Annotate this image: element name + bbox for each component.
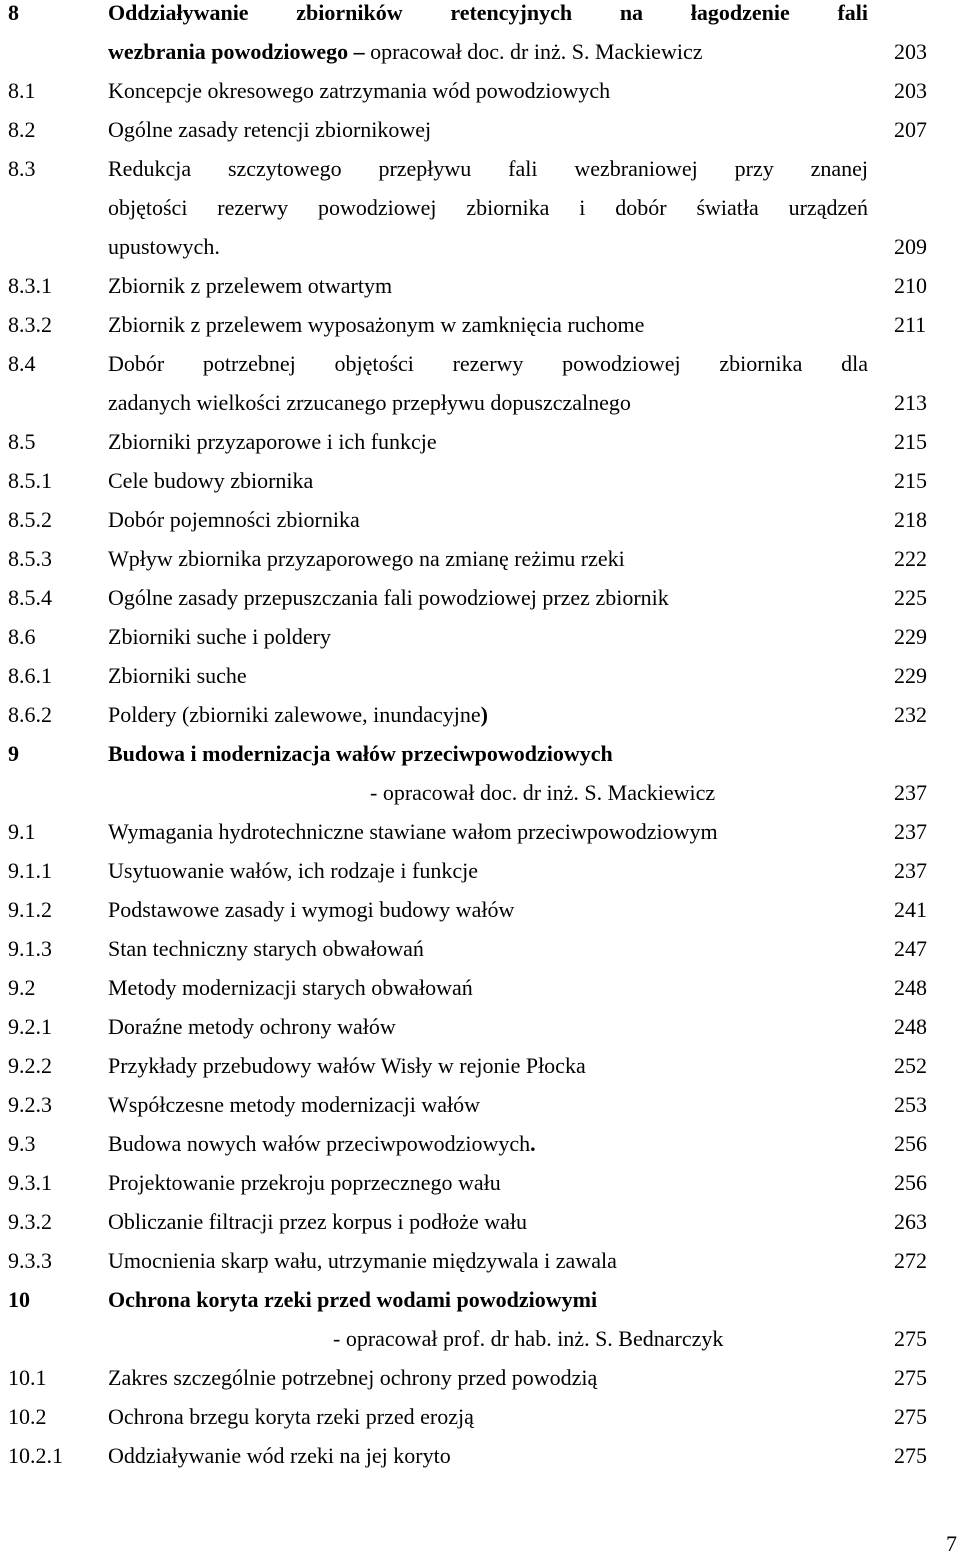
toc-number: 9.2.1 <box>8 1014 52 1039</box>
toc-entry-cont <box>0 383 960 422</box>
toc-number: 8.6.2 <box>8 702 52 727</box>
toc-page: 237 <box>894 819 927 844</box>
toc-title: Zbiorniki suche <box>108 663 247 688</box>
toc-entry <box>0 1241 960 1280</box>
toc-title: Usytuowanie wałów, ich rodzaje i funkcje <box>108 858 479 883</box>
toc-title: Ogólne zasady retencji zbiornikowej <box>108 117 432 142</box>
toc-number: 9.3 <box>8 1131 36 1156</box>
toc-page: 256 <box>894 1131 927 1156</box>
toc-entry <box>0 500 960 539</box>
toc-title: Ogólne zasady przepuszczania fali powodziowej przez zbiornik <box>108 585 669 610</box>
toc-chapter-9-author <box>0 773 960 812</box>
toc-author: - opracował prof. dr hab. inż. S. Bednarczyk <box>333 1326 724 1351</box>
toc-page: 203 <box>894 78 927 103</box>
page-number: 7 <box>946 1531 957 1556</box>
toc-entry <box>0 851 960 890</box>
toc-title: Budowa nowych wałów przeciwpowodziowych. <box>108 1131 536 1156</box>
toc-chapter-9 <box>0 734 960 773</box>
toc-entry <box>0 344 960 383</box>
toc-number: 8.5.2 <box>8 507 52 532</box>
toc-entry <box>0 266 960 305</box>
toc-title: Przykłady przebudowy wałów Wisły w rejonie Płocka <box>108 1053 586 1078</box>
toc-title: Oddziaływanie wód rzeki na jej koryto <box>108 1443 451 1468</box>
toc-number: 10 <box>8 1287 30 1312</box>
toc-title: Wpływ zbiornika przyzaporowego na zmianę reżimu rzeki <box>108 546 625 571</box>
toc-page: 210 <box>894 273 927 298</box>
toc-page: 215 <box>894 468 927 493</box>
toc-title: Projektowanie przekroju poprzecznego wału <box>108 1170 501 1195</box>
toc-title: Dobór pojemności zbiornika <box>108 507 360 532</box>
toc-page: 263 <box>894 1209 927 1234</box>
toc-title: Dobór potrzebnej objętości rezerwy powodziowej zbiornika dla <box>108 351 868 376</box>
toc-number: 8.1 <box>8 78 36 103</box>
toc-title: Budowa i modernizacja wałów przeciwpowodziowych <box>108 741 613 766</box>
toc-number: 10.2 <box>8 1404 47 1429</box>
toc-number: 9.2.3 <box>8 1092 52 1117</box>
toc-entry <box>0 305 960 344</box>
toc-entry <box>0 539 960 578</box>
toc-page: 229 <box>894 624 927 649</box>
toc-entry <box>0 656 960 695</box>
toc-entry <box>0 1202 960 1241</box>
toc-entry <box>0 1358 960 1397</box>
toc-chapter-10 <box>0 1280 960 1319</box>
toc-title: Poldery (zbiorniki zalewowe, inundacyjne) <box>108 702 488 727</box>
toc-page: 253 <box>894 1092 927 1117</box>
toc-page: 237 <box>894 780 927 805</box>
toc-number: 9.1.1 <box>8 858 52 883</box>
toc-number: 9.3.1 <box>8 1170 52 1195</box>
toc-entry <box>0 968 960 1007</box>
toc-page: 213 <box>894 390 927 415</box>
toc-page: 207 <box>894 117 927 142</box>
toc-number: 8.5.4 <box>8 585 52 610</box>
toc-title: Podstawowe zasady i wymogi budowy wałów <box>108 897 515 922</box>
toc-title-cont: zadanych wielkości zrzucanego przepływu dopuszczalnego <box>108 390 631 415</box>
toc-number: 8.4 <box>8 351 36 376</box>
toc-title-cont: wezbrania powodziowego – opracował doc. dr inż. S. Mackiewicz <box>108 39 703 64</box>
toc-number: 9.3.2 <box>8 1209 52 1234</box>
toc-page: 225 <box>894 585 927 610</box>
toc-title: Wymagania hydrotechniczne stawiane wałom przeciwpowodziowym <box>108 819 718 844</box>
toc-title-cont: objętości rezerwy powodziowej zbiornika i dobór światła urządzeń <box>108 195 868 220</box>
toc-number: 8.2 <box>8 117 36 142</box>
toc-entry <box>0 1436 960 1475</box>
toc-title-cont: upustowych. <box>108 234 220 259</box>
toc-title: Oddziaływanie zbiorników retencyjnych na łagodzenie fali <box>108 0 868 25</box>
toc-entry <box>0 461 960 500</box>
toc-title: Zbiornik z przelewem otwartym <box>108 273 393 298</box>
toc-chapter-8 <box>0 0 960 32</box>
toc-page: 252 <box>894 1053 927 1078</box>
toc-title: Zbiornik z przelewem wyposażonym w zamknięcia ruchome <box>108 312 645 337</box>
toc-entry-cont <box>0 227 960 266</box>
toc-number: 9.1.2 <box>8 897 52 922</box>
toc-page: 218 <box>894 507 927 532</box>
toc-title: Stan techniczny starych obwałowań <box>108 936 424 961</box>
toc-title: Doraźne metody ochrony wałów <box>108 1014 396 1039</box>
toc-chapter-8-cont <box>0 32 960 71</box>
toc-entry <box>0 1085 960 1124</box>
toc-page: 241 <box>894 897 927 922</box>
toc-page: 209 <box>894 234 927 259</box>
toc-title: Redukcja szczytowego przepływu fali wezbraniowej przy znanej <box>108 156 868 181</box>
toc-entry <box>0 1163 960 1202</box>
toc-title: Koncepcje okresowego zatrzymania wód powodziowych <box>108 78 611 103</box>
toc-number: 8 <box>8 0 19 25</box>
toc-title: Metody modernizacji starych obwałowań <box>108 975 473 1000</box>
toc-page: 248 <box>894 975 927 1000</box>
toc-page: 203 <box>894 39 927 64</box>
toc-entry <box>0 149 960 188</box>
toc-page: 232 <box>894 702 927 727</box>
toc-page: 275 <box>894 1326 927 1351</box>
toc-title: Ochrona koryta rzeki przed wodami powodziowymi <box>108 1287 598 1312</box>
toc-number: 8.3.1 <box>8 273 52 298</box>
toc-page: 275 <box>894 1443 927 1468</box>
toc-page: 237 <box>894 858 927 883</box>
toc-entry-cont <box>0 188 960 227</box>
toc-page: 222 <box>894 546 927 571</box>
toc-entry <box>0 1007 960 1046</box>
toc-number: 9.1.3 <box>8 936 52 961</box>
toc-page: 248 <box>894 1014 927 1039</box>
toc-number: 9.3.3 <box>8 1248 52 1273</box>
toc-number: 10.2.1 <box>8 1443 63 1468</box>
toc-page: 256 <box>894 1170 927 1195</box>
toc-page: 275 <box>894 1404 927 1429</box>
toc-entry <box>0 71 960 110</box>
toc-entry <box>0 578 960 617</box>
toc-number: 9.2.2 <box>8 1053 52 1078</box>
toc-page: 215 <box>894 429 927 454</box>
toc-number: 9.1 <box>8 819 36 844</box>
toc-page: 211 <box>894 312 927 337</box>
toc-author: opracował doc. dr inż. S. Mackiewicz <box>370 39 703 64</box>
toc-entry <box>0 1397 960 1436</box>
toc-title: Zakres szczególnie potrzebnej ochrony przed powodzią <box>108 1365 598 1390</box>
toc-title: Współczesne metody modernizacji wałów <box>108 1092 481 1117</box>
toc-entry <box>0 890 960 929</box>
toc-title: Zbiorniki przyzaporowe i ich funkcje <box>108 429 437 454</box>
toc-page: 275 <box>894 1365 927 1390</box>
toc-number: 9 <box>8 741 19 766</box>
toc-title: Cele budowy zbiornika <box>108 468 314 493</box>
toc-title: Ochrona brzegu koryta rzeki przed erozją <box>108 1404 474 1429</box>
toc-entry <box>0 110 960 149</box>
toc-page: 229 <box>894 663 927 688</box>
toc-entry <box>0 1124 960 1163</box>
toc-title: Umocnienia skarp wału, utrzymanie międzywala i zawala <box>108 1248 617 1273</box>
toc-entry <box>0 617 960 656</box>
toc-number: 8.6 <box>8 624 36 649</box>
toc-page: 247 <box>894 936 927 961</box>
toc-chapter-10-author <box>0 1319 960 1358</box>
toc-number: 8.3 <box>8 156 36 181</box>
toc-number: 10.1 <box>8 1365 47 1390</box>
toc-entry <box>0 1046 960 1085</box>
toc-entry <box>0 695 960 734</box>
toc-entry <box>0 812 960 851</box>
toc-number: 8.3.2 <box>8 312 52 337</box>
toc-entry <box>0 929 960 968</box>
toc-number: 8.5 <box>8 429 36 454</box>
toc-number: 8.6.1 <box>8 663 52 688</box>
toc-entry <box>0 422 960 461</box>
toc-number: 8.5.1 <box>8 468 52 493</box>
toc-number: 8.5.3 <box>8 546 52 571</box>
toc-number: 9.2 <box>8 975 36 1000</box>
toc-title: Obliczanie filtracji przez korpus i podłoże wału <box>108 1209 528 1234</box>
toc-title: Zbiorniki suche i poldery <box>108 624 332 649</box>
toc-author: - opracował doc. dr inż. S. Mackiewicz <box>370 780 716 805</box>
toc-page: 272 <box>894 1248 927 1273</box>
